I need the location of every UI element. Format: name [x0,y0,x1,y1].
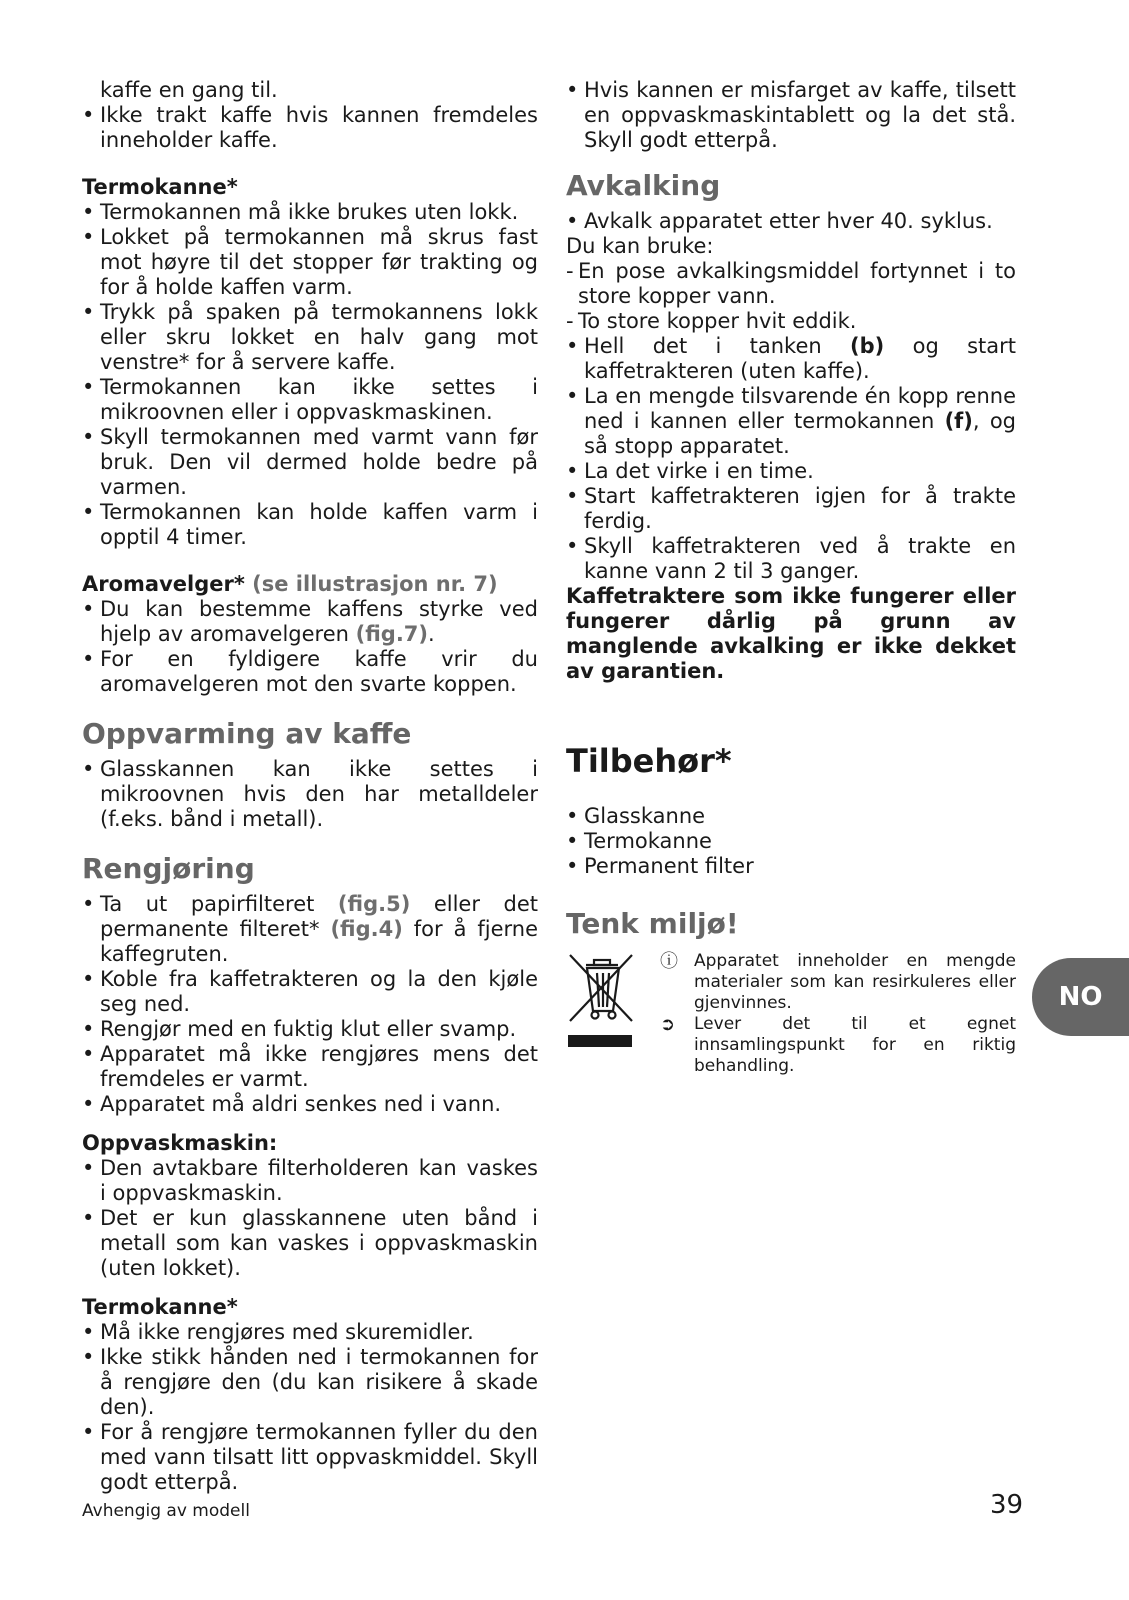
accessories-section-title: Tilbehør* [566,742,732,780]
thermos-list [82,200,538,550]
cleaning-list [82,892,538,1117]
list-item: • Termokannen kan holde kaffen varm i opptil 4 timer. [82,500,538,550]
figure-reference: (fig.7) [355,622,429,646]
list-item: - En pose avkalkingsmiddel fortynnet i to store kopper vann. [566,259,1016,309]
info-circle-icon: ⓘ [660,951,678,972]
environment-block [566,951,1016,1077]
list-item: • Avkalk apparatet etter hver 40. syklus. [566,209,1016,234]
list-item-text: og start kaffetrakteren (uten kaffe). [584,334,1016,383]
list-item: • Lokket på termokannen må skrus fast mot høyre til det stopper før trakting og for å holde kaffen varm. [82,225,538,300]
descaling-options [566,259,1016,334]
list-item: • Må ikke rengjøres med skuremidler. [82,1320,538,1345]
stain-list [566,78,1016,153]
list-item-text: Hell det i tanken [584,334,822,358]
list-item: • Glasskanne [566,804,1016,829]
figure-reference: (fig.4) [330,917,403,941]
list-item [660,951,1016,1014]
list-item: • Apparatet må ikke rengjøres mens det fremdeles er varmt. [82,1042,538,1092]
left-column [82,78,538,1495]
warranty-warning: Kaffetraktere som ikke fungerer eller fungerer dårlig på grunn av manglende avkalking er ikke dekket av garantien. [566,584,1016,683]
list-item: • Start kaffetrakteren igjen for å trakte ferdig. [566,484,1016,534]
list-item [566,384,1016,459]
descaling-list-b [566,334,1016,584]
list-item: • Trykk på spaken på termokannens lokk eller skru lokket en halv gang mot venstre* for å servere kaffe. [82,300,538,375]
thermos-cleaning-subheading: Termokanne* [82,1295,238,1319]
list-item: • Termokanne [566,829,1016,854]
list-item: • Termokannen kan ikke settes i mikroovnen eller i oppvaskmaskinen. [82,375,538,425]
list-item: • Permanent filter [566,854,1016,879]
environment-section-title: Tenk miljø! [566,907,739,940]
list-item: • Ikke trakt kaffe hvis kannen fremdeles inneholder kaffe. [82,103,538,153]
list-item-text: Ta ut papirfilteret [100,892,315,916]
footer-note: Avhengig av modell [82,1501,250,1521]
list-item: - To store kopper hvit eddik. [566,309,1016,334]
list-item [566,334,1016,384]
list-item: • Den avtakbare filterholderen kan vaskes i oppvaskmaskin. [82,1156,538,1206]
descaling-list-a [566,209,1016,234]
cleaning-section-title: Rengjøring [82,852,255,885]
part-reference: (f) [944,409,973,433]
right-column [566,78,1016,1077]
list-item-text: Apparatet inneholder en mengde materialer som kan resirkuleres eller gjenvinnes. [694,951,1016,1013]
heating-section-title: Oppvarming av kaffe [82,717,412,750]
list-item-text: Du kan bestemme kaffens styrke ved hjelp av aromavelgeren [100,597,538,646]
list-item: • Skyll termokannen med varmt vann før bruk. Den vil dermed holde bedre på varmen. [82,425,538,500]
list-item-text: for å fjerne kaffegruten. [100,917,538,966]
figure-reference: (fig.5) [337,892,411,916]
list-item [660,1014,1016,1077]
list-item-text: eller det permanente filteret* [100,892,538,941]
thermos-cleaning-list [82,1320,538,1495]
aroma-list [82,597,538,697]
list-item: • Koble fra kaffetrakteren og la den kjøle seg ned. [82,967,538,1017]
list-item: • Rengjør med en fuktig klut eller svamp. [82,1017,538,1042]
descaling-section-title: Avkalking [566,169,721,202]
continued-text: kaffe en gang til. [100,78,278,102]
crossed-out-bin-icon [566,951,652,1061]
aroma-heading-text: Aromavelger* [82,572,245,596]
language-tab: NO [1032,958,1129,1036]
list-item-text: , og så stopp apparatet. [584,409,1017,458]
thermos-subheading: Termokanne* [82,175,238,199]
list-item-text: Lever det til et egnet innsamlingspunkt for en riktig behandling. [694,1014,1016,1076]
environment-list [660,951,1016,1077]
can-use-label: Du kan bruke: [566,234,714,258]
list-item: • Hvis kannen er misfarget av kaffe, tilsett en oppvaskmaskintablett og la det stå. Skyll godt etterpå. [566,78,1016,153]
heating-list [82,757,538,832]
list-item: • Apparatet må aldri senkes ned i vann. [82,1092,538,1117]
list-item: • Termokannen må ikke brukes uten lokk. [82,200,538,225]
dishwasher-list [82,1156,538,1281]
part-reference: (b) [850,334,885,358]
arrow-right-icon: ➲ [660,1014,676,1035]
illustration-reference: (se illustrasjon nr. 7) [252,572,498,596]
list-item: • For en fyldigere kaffe vrir du aromavelgeren mot den svarte koppen. [82,647,538,697]
dishwasher-subheading: Oppvaskmaskin: [82,1131,278,1155]
accessories-list [566,804,1016,879]
list-item: • Ikke stikk hånden ned i termokannen for å rengjøre den (du kan risikere å skade den). [82,1345,538,1420]
page-number: 39 [990,1490,1024,1520]
list-item [82,892,538,967]
list-item: • Du kan bestemme kaffens styrke ved hjelp av aromavelgeren (fig.7). [82,597,538,647]
list-item: • Glasskannen kan ikke settes i mikroovnen hvis den har metalldeler (f.eks. bånd i metall). [82,757,538,832]
intro-list [82,103,538,153]
list-item: • For å rengjøre termokannen fyller du den med vann tilsatt litt oppvaskmiddel. Skyll godt etterpå. [82,1420,538,1495]
list-item: • La det virke i en time. [566,459,1016,484]
list-item-text: La en mengde tilsvarende én kopp renne ned i kannen eller termokannen [584,384,1016,433]
list-item: • Det er kun glasskannene uten bånd i metall som kan vaskes i oppvaskmaskin (uten lokket). [82,1206,538,1281]
list-item: • Skyll kaffetrakteren ved å trakte en kanne vann 2 til 3 ganger. [566,534,1016,584]
aroma-subheading [82,572,538,597]
